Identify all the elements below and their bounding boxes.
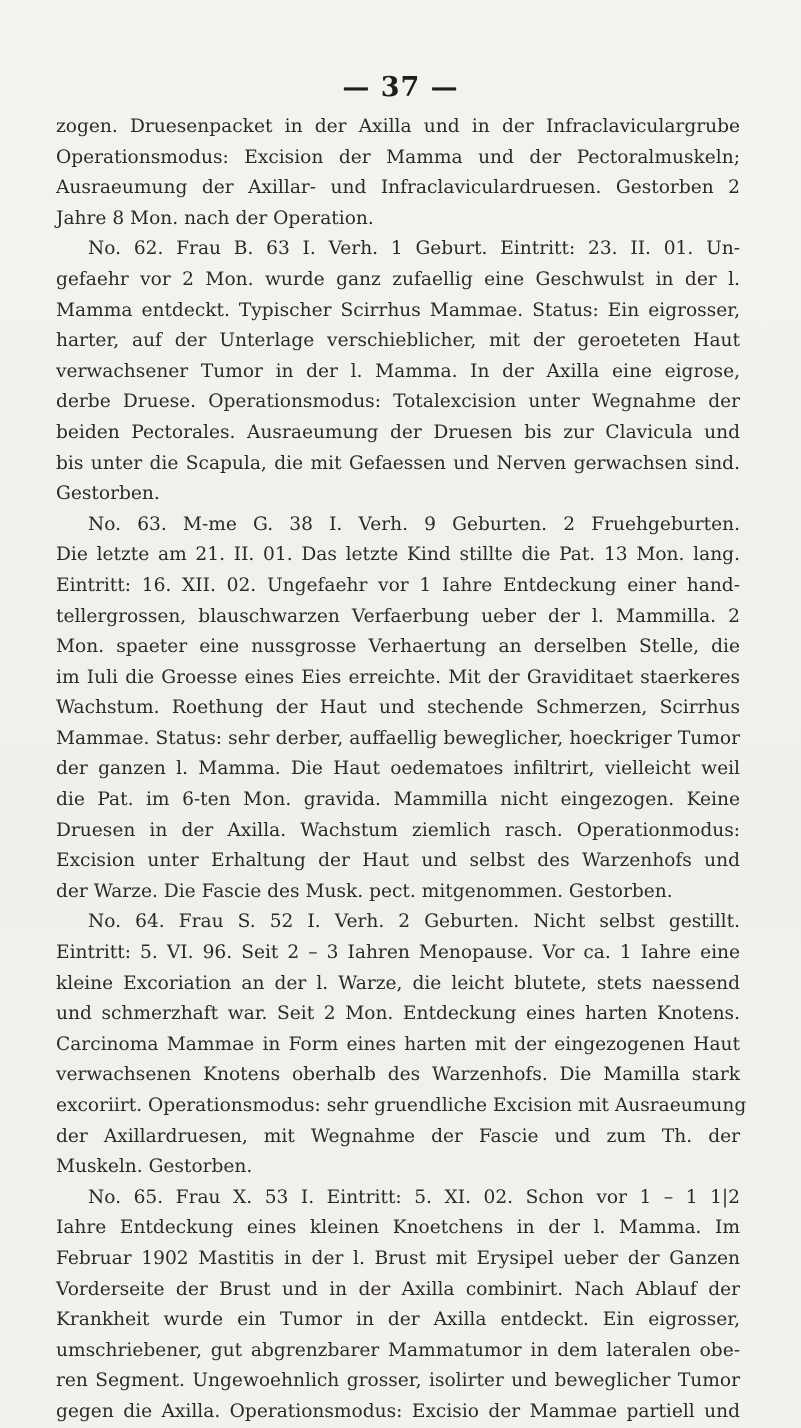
- text-line: ren Segment. Ungewoehnlich grosser, isolirter und beweglicher Tumor: [56, 1370, 740, 1392]
- text-line: Vorderseite der Brust und in der Axilla combinirt. Nach Ablauf der: [56, 1278, 740, 1300]
- text-line: No. 62. Frau B. 63 I. Verh. 1 Geburt. Eintritt: 23. II. 01. Un-: [88, 238, 740, 260]
- text-line: Eintritt: 16. XII. 02. Ungefaehr vor 1 Iahre Entdeckung einer hand-: [56, 574, 740, 596]
- text-line: umschriebener, gut abgrenzbarer Mammatumor in dem lateralen obe-: [56, 1339, 740, 1361]
- text-line: zogen. Druesenpacket in der Axilla und in der Infraclaviculargrube: [56, 116, 740, 137]
- text-line: im Iuli die Groesse eines Eies erreichte. Mit der Graviditaet staerkeres: [56, 666, 740, 688]
- text-line: Mon. spaeter eine nussgrosse Verhaertung an derselben Stelle, die: [56, 636, 740, 658]
- text-line: Excision unter Erhaltung der Haut und selbst des Warzenhofs und: [56, 850, 740, 872]
- text-line: Februar 1902 Mastitis in der l. Brust mit Erysipel ueber der Ganzen: [56, 1247, 740, 1269]
- text-line: gegen die Axilla. Operationsmodus: Excisio der Mammae partiell und: [56, 1400, 740, 1422]
- text-line: Muskeln. Gestorben.: [56, 1156, 253, 1178]
- text-line: die Pat. im 6-ten Mon. gravida. Mammilla nicht eingezogen. Keine: [56, 789, 740, 811]
- text-line: verwachsener Tumor in der l. Mamma. In der Axilla eine eigrose,: [56, 360, 740, 382]
- text-line: Mamma entdeckt. Typischer Scirrhus Mammae. Status: Ein eigrosser,: [56, 299, 740, 321]
- text-line: No. 63. M-me G. 38 I. Verh. 9 Geburten. 2 Fruehgeburten.: [88, 513, 740, 535]
- text-line: Carcinoma Mammae in Form eines harten mit der eingezogenen Haut: [56, 1033, 740, 1055]
- text-line: Die letzte am 21. II. 01. Das letzte Kind stillte die Pat. 13 Mon. lang.: [56, 544, 740, 566]
- text-line: Mammae. Status: sehr derber, auffaellig beweglicher, hoeckriger Tumor: [56, 727, 740, 749]
- text-line: Operationsmodus: Excision der Mamma und der Pectoralmuskeln;: [56, 146, 740, 168]
- text-line: Gestorben.: [56, 483, 160, 505]
- text-line: verwachsenen Knotens oberhalb des Warzenhofs. Die Mamilla stark: [56, 1064, 740, 1086]
- text-line: kleine Excoriation an der l. Warze, die leicht blutete, stets naessend: [56, 972, 740, 994]
- text-line: harter, auf der Unterlage verschieblicher, mit der geroeteten Haut: [56, 330, 740, 352]
- text-line: tellergrossen, blauschwarzen Verfaerbung ueber der l. Mammilla. 2: [56, 605, 740, 627]
- text-line: Iahre Entdeckung eines kleinen Knoetchens in der l. Mamma. Im: [56, 1217, 740, 1239]
- text-line: der Warze. Die Fascie des Musk. pect. mitgenommen. Gestorben.: [56, 880, 673, 902]
- text-line: Wachstum. Roethung der Haut und stechende Schmerzen, Scirrhus: [56, 697, 740, 719]
- text-line: Krankheit wurde ein Tumor in der Axilla entdeckt. Ein eigrosser,: [56, 1309, 740, 1331]
- text-line: bis unter die Scapula, die mit Gefaessen und Nerven gerwachsen sind.: [56, 452, 740, 474]
- page-number: — 37 —: [342, 72, 459, 103]
- text-line: derbe Druese. Operationsmodus: Totalexcision unter Wegnahme der: [56, 391, 740, 413]
- text-line: und schmerzhaft war. Seit 2 Mon. Entdeckung eines harten Knotens.: [56, 1003, 740, 1025]
- body-text: [56, 112, 747, 1428]
- text-line: beiden Pectorales. Ausraeumung der Druesen bis zur Clavicula und: [56, 421, 740, 443]
- text-line: der Axillardruesen, mit Wegnahme der Fascie und zum Th. der: [56, 1125, 740, 1147]
- text-line: Ausraeumung der Axillar- und Infraclaviculardruesen. Gestorben 2: [56, 177, 740, 199]
- text-line: Jahre 8 Mon. nach der Operation.: [56, 207, 374, 229]
- text-line: Druesen in der Axilla. Wachstum ziemlich rasch. Operationmodus:: [56, 819, 740, 841]
- text-line: der ganzen l. Mamma. Die Haut oedematoes infiltrirt, vielleicht weil: [56, 758, 740, 780]
- text-line: No. 64. Frau S. 52 I. Verh. 2 Geburten. Nicht selbst gestillt.: [88, 911, 740, 933]
- text-line: No. 65. Frau X. 53 I. Eintritt: 5. XI. 02. Schon vor 1 – 1 1|2: [88, 1186, 740, 1208]
- text-line: excoriirt. Operationsmodus: sehr gruendliche Excision mit Ausraeumung: [56, 1095, 747, 1116]
- text-line: Eintritt: 5. VI. 96. Seit 2 – 3 Iahren Menopause. Vor ca. 1 Iahre eine: [56, 942, 740, 964]
- text-line: gefaehr vor 2 Mon. wurde ganz zufaellig eine Geschwulst in der l.: [56, 268, 740, 290]
